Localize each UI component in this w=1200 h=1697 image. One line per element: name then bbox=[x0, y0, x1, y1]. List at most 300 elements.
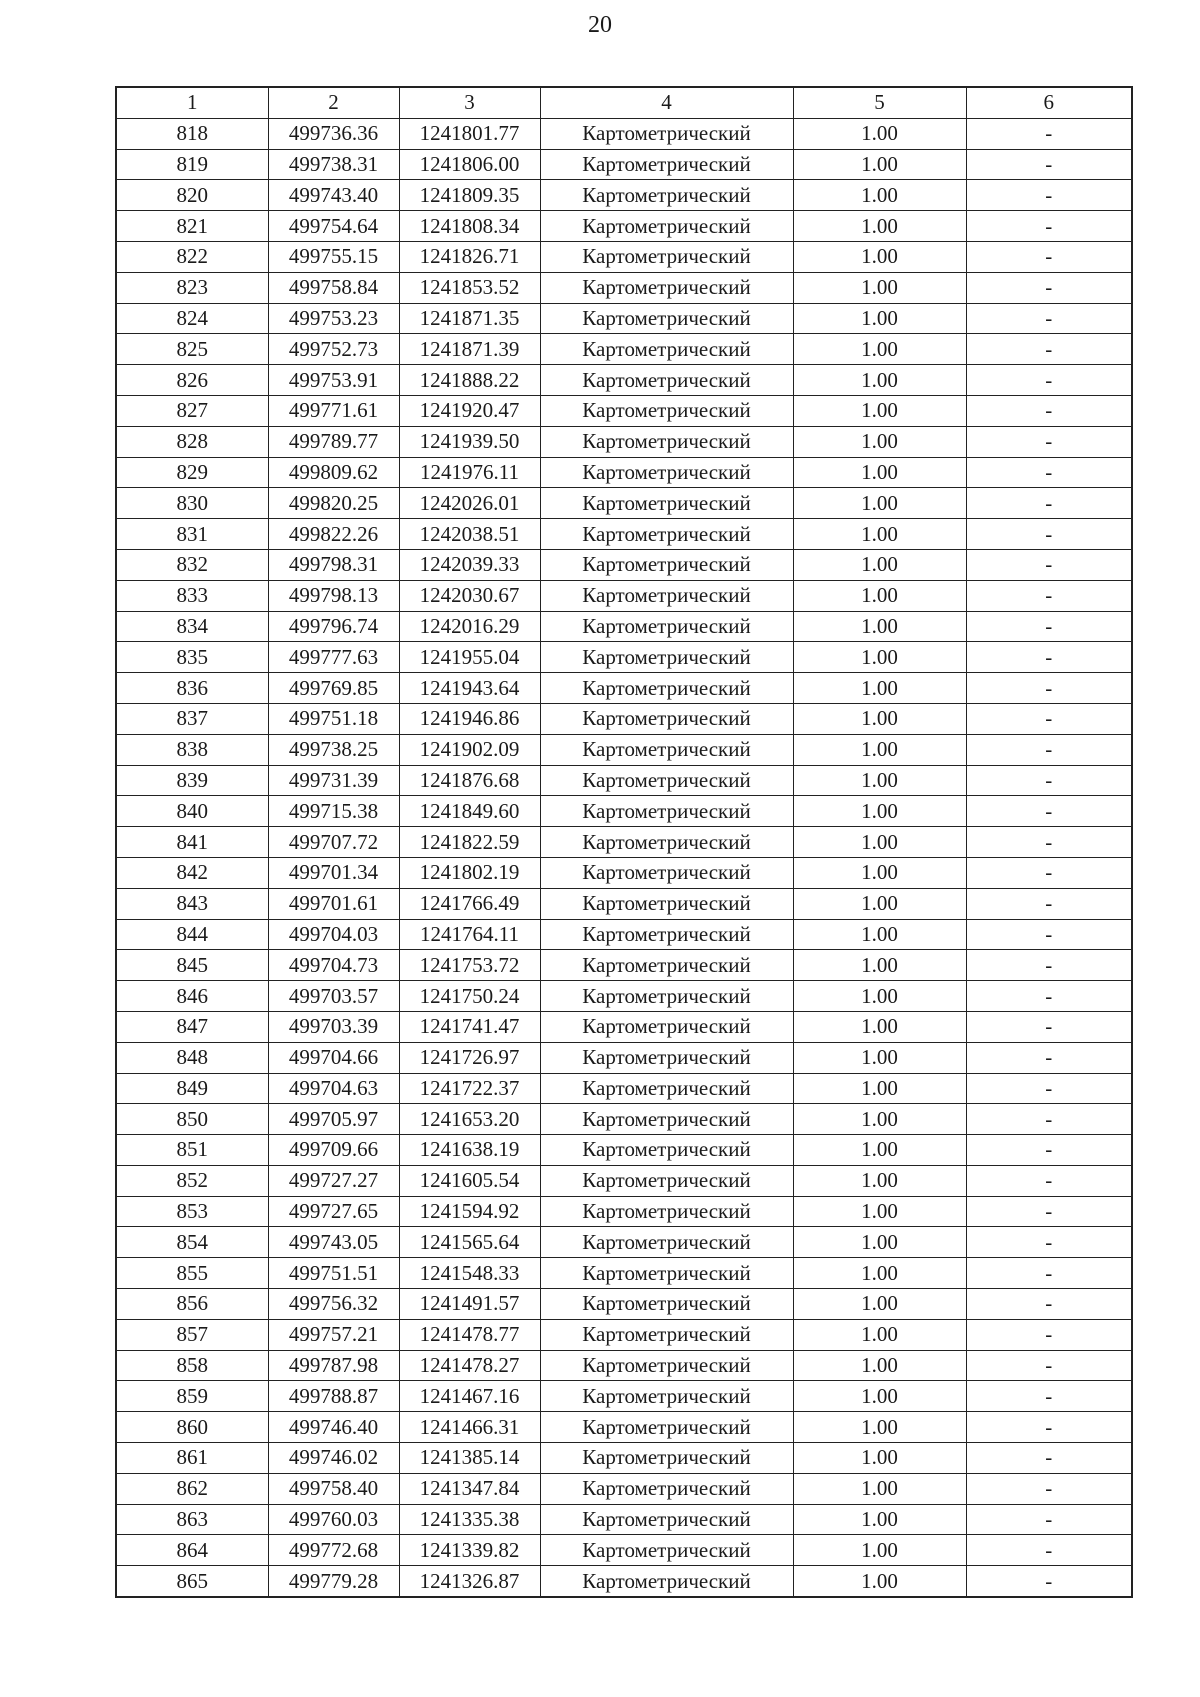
table-row bbox=[116, 611, 1132, 642]
cell-accuracy: 1.00 bbox=[793, 1073, 966, 1104]
cell-y: 1241478.77 bbox=[399, 1319, 540, 1350]
table-row bbox=[116, 919, 1132, 950]
cell-accuracy: 1.00 bbox=[793, 1504, 966, 1535]
cell-accuracy: 1.00 bbox=[793, 734, 966, 765]
cell-method: Картометрический bbox=[540, 1566, 793, 1597]
cell-x: 499703.57 bbox=[268, 981, 399, 1012]
cell-point: 841 bbox=[116, 827, 268, 858]
cell-accuracy: 1.00 bbox=[793, 180, 966, 211]
cell-point: 850 bbox=[116, 1104, 268, 1135]
table-row bbox=[116, 519, 1132, 550]
cell-description: - bbox=[966, 1535, 1132, 1566]
table-row bbox=[116, 1104, 1132, 1135]
cell-y: 1241741.47 bbox=[399, 1011, 540, 1042]
cell-y: 1242026.01 bbox=[399, 488, 540, 519]
cell-x: 499756.32 bbox=[268, 1289, 399, 1320]
cell-accuracy: 1.00 bbox=[793, 765, 966, 796]
cell-x: 499701.34 bbox=[268, 857, 399, 888]
cell-y: 1241638.19 bbox=[399, 1135, 540, 1166]
cell-x: 499822.26 bbox=[268, 519, 399, 550]
cell-x: 499731.39 bbox=[268, 765, 399, 796]
cell-x: 499769.85 bbox=[268, 673, 399, 704]
cell-description: - bbox=[966, 796, 1132, 827]
cell-accuracy: 1.00 bbox=[793, 796, 966, 827]
cell-y: 1241853.52 bbox=[399, 272, 540, 303]
cell-accuracy: 1.00 bbox=[793, 1011, 966, 1042]
cell-method: Картометрический bbox=[540, 1227, 793, 1258]
cell-x: 499709.66 bbox=[268, 1135, 399, 1166]
cell-y: 1241385.14 bbox=[399, 1443, 540, 1474]
table-row bbox=[116, 395, 1132, 426]
cell-method: Картометрический bbox=[540, 1473, 793, 1504]
cell-description: - bbox=[966, 1227, 1132, 1258]
cell-x: 499738.25 bbox=[268, 734, 399, 765]
cell-point: 843 bbox=[116, 888, 268, 919]
table-header bbox=[116, 87, 1132, 118]
cell-description: - bbox=[966, 1473, 1132, 1504]
cell-x: 499704.66 bbox=[268, 1042, 399, 1073]
cell-description: - bbox=[966, 457, 1132, 488]
table-row bbox=[116, 334, 1132, 365]
cell-method: Картометрический bbox=[540, 334, 793, 365]
cell-accuracy: 1.00 bbox=[793, 1473, 966, 1504]
cell-accuracy: 1.00 bbox=[793, 1381, 966, 1412]
cell-method: Картометрический bbox=[540, 118, 793, 149]
cell-point: 846 bbox=[116, 981, 268, 1012]
cell-y: 1241849.60 bbox=[399, 796, 540, 827]
cell-accuracy: 1.00 bbox=[793, 1412, 966, 1443]
cell-point: 858 bbox=[116, 1350, 268, 1381]
cell-method: Картометрический bbox=[540, 426, 793, 457]
cell-accuracy: 1.00 bbox=[793, 549, 966, 580]
cell-y: 1241594.92 bbox=[399, 1196, 540, 1227]
cell-description: - bbox=[966, 488, 1132, 519]
cell-y: 1241764.11 bbox=[399, 919, 540, 950]
cell-accuracy: 1.00 bbox=[793, 211, 966, 242]
cell-y: 1241491.57 bbox=[399, 1289, 540, 1320]
cell-x: 499743.40 bbox=[268, 180, 399, 211]
cell-point: 851 bbox=[116, 1135, 268, 1166]
table-row bbox=[116, 1042, 1132, 1073]
cell-method: Картометрический bbox=[540, 1165, 793, 1196]
cell-x: 499703.39 bbox=[268, 1011, 399, 1042]
cell-point: 827 bbox=[116, 395, 268, 426]
cell-y: 1241347.84 bbox=[399, 1473, 540, 1504]
cell-description: - bbox=[966, 1165, 1132, 1196]
cell-point: 829 bbox=[116, 457, 268, 488]
table-row bbox=[116, 365, 1132, 396]
cell-accuracy: 1.00 bbox=[793, 241, 966, 272]
cell-y: 1241826.71 bbox=[399, 241, 540, 272]
cell-method: Картометрический bbox=[540, 241, 793, 272]
cell-point: 853 bbox=[116, 1196, 268, 1227]
header-cell-point: 1 bbox=[116, 87, 268, 118]
cell-point: 836 bbox=[116, 673, 268, 704]
cell-y: 1241871.35 bbox=[399, 303, 540, 334]
cell-accuracy: 1.00 bbox=[793, 365, 966, 396]
cell-description: - bbox=[966, 365, 1132, 396]
cell-y: 1241946.86 bbox=[399, 703, 540, 734]
cell-method: Картометрический bbox=[540, 1381, 793, 1412]
cell-point: 840 bbox=[116, 796, 268, 827]
cell-accuracy: 1.00 bbox=[793, 1350, 966, 1381]
cell-method: Картометрический bbox=[540, 1135, 793, 1166]
table-row bbox=[116, 796, 1132, 827]
cell-x: 499707.72 bbox=[268, 827, 399, 858]
cell-accuracy: 1.00 bbox=[793, 827, 966, 858]
cell-x: 499796.74 bbox=[268, 611, 399, 642]
cell-x: 499789.77 bbox=[268, 426, 399, 457]
table-row bbox=[116, 703, 1132, 734]
cell-point: 859 bbox=[116, 1381, 268, 1412]
cell-y: 1241871.39 bbox=[399, 334, 540, 365]
table-row bbox=[116, 1073, 1132, 1104]
header-cell-x: 2 bbox=[268, 87, 399, 118]
cell-x: 499743.05 bbox=[268, 1227, 399, 1258]
cell-point: 831 bbox=[116, 519, 268, 550]
table-row bbox=[116, 1504, 1132, 1535]
table-row bbox=[116, 580, 1132, 611]
cell-point: 849 bbox=[116, 1073, 268, 1104]
table-row bbox=[116, 1258, 1132, 1289]
cell-x: 499772.68 bbox=[268, 1535, 399, 1566]
cell-description: - bbox=[966, 519, 1132, 550]
cell-accuracy: 1.00 bbox=[793, 334, 966, 365]
cell-point: 852 bbox=[116, 1165, 268, 1196]
cell-x: 499777.63 bbox=[268, 642, 399, 673]
cell-description: - bbox=[966, 180, 1132, 211]
cell-x: 499771.61 bbox=[268, 395, 399, 426]
table-row bbox=[116, 1566, 1132, 1597]
cell-point: 830 bbox=[116, 488, 268, 519]
cell-point: 833 bbox=[116, 580, 268, 611]
cell-point: 824 bbox=[116, 303, 268, 334]
cell-accuracy: 1.00 bbox=[793, 580, 966, 611]
cell-description: - bbox=[966, 303, 1132, 334]
cell-y: 1241466.31 bbox=[399, 1412, 540, 1443]
cell-description: - bbox=[966, 611, 1132, 642]
cell-y: 1241802.19 bbox=[399, 857, 540, 888]
cell-y: 1241653.20 bbox=[399, 1104, 540, 1135]
cell-x: 499755.15 bbox=[268, 241, 399, 272]
cell-method: Картометрический bbox=[540, 395, 793, 426]
cell-y: 1241467.16 bbox=[399, 1381, 540, 1412]
cell-accuracy: 1.00 bbox=[793, 457, 966, 488]
cell-y: 1241478.27 bbox=[399, 1350, 540, 1381]
cell-x: 499798.31 bbox=[268, 549, 399, 580]
cell-point: 832 bbox=[116, 549, 268, 580]
cell-accuracy: 1.00 bbox=[793, 673, 966, 704]
cell-accuracy: 1.00 bbox=[793, 1566, 966, 1597]
cell-method: Картометрический bbox=[540, 1073, 793, 1104]
cell-method: Картометрический bbox=[540, 703, 793, 734]
cell-description: - bbox=[966, 241, 1132, 272]
cell-point: 857 bbox=[116, 1319, 268, 1350]
cell-method: Картометрический bbox=[540, 673, 793, 704]
cell-point: 865 bbox=[116, 1566, 268, 1597]
cell-method: Картометрический bbox=[540, 1319, 793, 1350]
cell-y: 1241920.47 bbox=[399, 395, 540, 426]
cell-x: 499736.36 bbox=[268, 118, 399, 149]
cell-x: 499798.13 bbox=[268, 580, 399, 611]
cell-method: Картометрический bbox=[540, 1104, 793, 1135]
cell-description: - bbox=[966, 919, 1132, 950]
cell-accuracy: 1.00 bbox=[793, 888, 966, 919]
cell-y: 1241335.38 bbox=[399, 1504, 540, 1535]
cell-method: Картометрический bbox=[540, 211, 793, 242]
table-row bbox=[116, 149, 1132, 180]
cell-method: Картометрический bbox=[540, 1289, 793, 1320]
table-row bbox=[116, 211, 1132, 242]
cell-method: Картометрический bbox=[540, 611, 793, 642]
cell-method: Картометрический bbox=[540, 1042, 793, 1073]
cell-y: 1241976.11 bbox=[399, 457, 540, 488]
cell-x: 499753.23 bbox=[268, 303, 399, 334]
cell-y: 1241822.59 bbox=[399, 827, 540, 858]
cell-description: - bbox=[966, 1011, 1132, 1042]
cell-description: - bbox=[966, 765, 1132, 796]
cell-description: - bbox=[966, 1319, 1132, 1350]
cell-description: - bbox=[966, 857, 1132, 888]
cell-accuracy: 1.00 bbox=[793, 1227, 966, 1258]
cell-point: 822 bbox=[116, 241, 268, 272]
cell-accuracy: 1.00 bbox=[793, 1135, 966, 1166]
cell-accuracy: 1.00 bbox=[793, 303, 966, 334]
table-row bbox=[116, 1011, 1132, 1042]
cell-method: Картометрический bbox=[540, 488, 793, 519]
cell-accuracy: 1.00 bbox=[793, 611, 966, 642]
cell-method: Картометрический bbox=[540, 1011, 793, 1042]
table-row bbox=[116, 241, 1132, 272]
cell-description: - bbox=[966, 1258, 1132, 1289]
cell-method: Картометрический bbox=[540, 149, 793, 180]
cell-description: - bbox=[966, 1104, 1132, 1135]
table-row bbox=[116, 734, 1132, 765]
cell-x: 499809.62 bbox=[268, 457, 399, 488]
cell-x: 499758.40 bbox=[268, 1473, 399, 1504]
cell-method: Картометрический bbox=[540, 827, 793, 858]
table-row bbox=[116, 180, 1132, 211]
cell-accuracy: 1.00 bbox=[793, 519, 966, 550]
cell-accuracy: 1.00 bbox=[793, 919, 966, 950]
table-row bbox=[116, 1443, 1132, 1474]
cell-description: - bbox=[966, 1042, 1132, 1073]
cell-y: 1241902.09 bbox=[399, 734, 540, 765]
cell-x: 499704.03 bbox=[268, 919, 399, 950]
cell-y: 1241750.24 bbox=[399, 981, 540, 1012]
cell-description: - bbox=[966, 1443, 1132, 1474]
cell-method: Картометрический bbox=[540, 1535, 793, 1566]
cell-y: 1241809.35 bbox=[399, 180, 540, 211]
cell-accuracy: 1.00 bbox=[793, 857, 966, 888]
cell-x: 499788.87 bbox=[268, 1381, 399, 1412]
cell-description: - bbox=[966, 1135, 1132, 1166]
cell-method: Картометрический bbox=[540, 457, 793, 488]
cell-y: 1241943.64 bbox=[399, 673, 540, 704]
cell-y: 1241801.77 bbox=[399, 118, 540, 149]
cell-description: - bbox=[966, 1504, 1132, 1535]
cell-accuracy: 1.00 bbox=[793, 1196, 966, 1227]
cell-description: - bbox=[966, 888, 1132, 919]
cell-accuracy: 1.00 bbox=[793, 1165, 966, 1196]
cell-accuracy: 1.00 bbox=[793, 272, 966, 303]
cell-point: 825 bbox=[116, 334, 268, 365]
cell-y: 1242016.29 bbox=[399, 611, 540, 642]
cell-method: Картометрический bbox=[540, 888, 793, 919]
table-row bbox=[116, 426, 1132, 457]
cell-y: 1241753.72 bbox=[399, 950, 540, 981]
header-cell-accuracy: 5 bbox=[793, 87, 966, 118]
cell-description: - bbox=[966, 1412, 1132, 1443]
header-row bbox=[116, 87, 1132, 118]
cell-point: 819 bbox=[116, 149, 268, 180]
cell-x: 499746.40 bbox=[268, 1412, 399, 1443]
cell-x: 499701.61 bbox=[268, 888, 399, 919]
cell-accuracy: 1.00 bbox=[793, 1535, 966, 1566]
cell-x: 499820.25 bbox=[268, 488, 399, 519]
cell-y: 1241722.37 bbox=[399, 1073, 540, 1104]
header-cell-description: 6 bbox=[966, 87, 1132, 118]
cell-method: Картометрический bbox=[540, 1196, 793, 1227]
cell-point: 854 bbox=[116, 1227, 268, 1258]
cell-y: 1241766.49 bbox=[399, 888, 540, 919]
cell-description: - bbox=[966, 1566, 1132, 1597]
table-row bbox=[116, 673, 1132, 704]
cell-y: 1241876.68 bbox=[399, 765, 540, 796]
cell-description: - bbox=[966, 1289, 1132, 1320]
cell-x: 499787.98 bbox=[268, 1350, 399, 1381]
cell-point: 838 bbox=[116, 734, 268, 765]
cell-point: 828 bbox=[116, 426, 268, 457]
cell-description: - bbox=[966, 1073, 1132, 1104]
table-row bbox=[116, 1289, 1132, 1320]
cell-point: 837 bbox=[116, 703, 268, 734]
cell-description: - bbox=[966, 118, 1132, 149]
table-row bbox=[116, 549, 1132, 580]
cell-x: 499705.97 bbox=[268, 1104, 399, 1135]
table-row bbox=[116, 642, 1132, 673]
cell-x: 499715.38 bbox=[268, 796, 399, 827]
cell-y: 1241808.34 bbox=[399, 211, 540, 242]
cell-x: 499779.28 bbox=[268, 1566, 399, 1597]
cell-method: Картометрический bbox=[540, 180, 793, 211]
cell-description: - bbox=[966, 211, 1132, 242]
cell-accuracy: 1.00 bbox=[793, 118, 966, 149]
table-row bbox=[116, 950, 1132, 981]
cell-description: - bbox=[966, 426, 1132, 457]
cell-description: - bbox=[966, 642, 1132, 673]
cell-y: 1241339.82 bbox=[399, 1535, 540, 1566]
cell-method: Картометрический bbox=[540, 272, 793, 303]
cell-accuracy: 1.00 bbox=[793, 1042, 966, 1073]
cell-method: Картометрический bbox=[540, 549, 793, 580]
cell-x: 499704.73 bbox=[268, 950, 399, 981]
cell-method: Картометрический bbox=[540, 1350, 793, 1381]
cell-y: 1241955.04 bbox=[399, 642, 540, 673]
cell-method: Картометрический bbox=[540, 950, 793, 981]
cell-point: 844 bbox=[116, 919, 268, 950]
table-row bbox=[116, 118, 1132, 149]
cell-accuracy: 1.00 bbox=[793, 981, 966, 1012]
cell-method: Картометрический bbox=[540, 734, 793, 765]
cell-description: - bbox=[966, 272, 1132, 303]
cell-y: 1241548.33 bbox=[399, 1258, 540, 1289]
table-row bbox=[116, 272, 1132, 303]
cell-method: Картометрический bbox=[540, 981, 793, 1012]
cell-point: 820 bbox=[116, 180, 268, 211]
cell-point: 818 bbox=[116, 118, 268, 149]
cell-point: 860 bbox=[116, 1412, 268, 1443]
cell-x: 499751.51 bbox=[268, 1258, 399, 1289]
table-row bbox=[116, 1473, 1132, 1504]
cell-x: 499727.27 bbox=[268, 1165, 399, 1196]
table-row bbox=[116, 303, 1132, 334]
cell-accuracy: 1.00 bbox=[793, 1443, 966, 1474]
coordinates-table bbox=[115, 86, 1133, 1598]
table-row bbox=[116, 1319, 1132, 1350]
cell-x: 499751.18 bbox=[268, 703, 399, 734]
table-row bbox=[116, 981, 1132, 1012]
cell-x: 499746.02 bbox=[268, 1443, 399, 1474]
cell-description: - bbox=[966, 1350, 1132, 1381]
cell-point: 862 bbox=[116, 1473, 268, 1504]
cell-x: 499704.63 bbox=[268, 1073, 399, 1104]
cell-y: 1242039.33 bbox=[399, 549, 540, 580]
cell-point: 863 bbox=[116, 1504, 268, 1535]
table-row bbox=[116, 1196, 1132, 1227]
table-row bbox=[116, 457, 1132, 488]
cell-x: 499758.84 bbox=[268, 272, 399, 303]
table-row bbox=[116, 1135, 1132, 1166]
cell-description: - bbox=[966, 703, 1132, 734]
cell-point: 856 bbox=[116, 1289, 268, 1320]
cell-x: 499738.31 bbox=[268, 149, 399, 180]
cell-description: - bbox=[966, 395, 1132, 426]
cell-y: 1241726.97 bbox=[399, 1042, 540, 1073]
header-cell-y: 3 bbox=[399, 87, 540, 118]
cell-point: 848 bbox=[116, 1042, 268, 1073]
cell-accuracy: 1.00 bbox=[793, 1319, 966, 1350]
cell-accuracy: 1.00 bbox=[793, 642, 966, 673]
cell-description: - bbox=[966, 1196, 1132, 1227]
table-row bbox=[116, 488, 1132, 519]
cell-y: 1242030.67 bbox=[399, 580, 540, 611]
header-cell-method: 4 bbox=[540, 87, 793, 118]
cell-description: - bbox=[966, 950, 1132, 981]
cell-method: Картометрический bbox=[540, 796, 793, 827]
cell-point: 835 bbox=[116, 642, 268, 673]
cell-point: 834 bbox=[116, 611, 268, 642]
cell-description: - bbox=[966, 580, 1132, 611]
cell-description: - bbox=[966, 827, 1132, 858]
cell-method: Картометрический bbox=[540, 1504, 793, 1535]
cell-description: - bbox=[966, 1381, 1132, 1412]
cell-y: 1241806.00 bbox=[399, 149, 540, 180]
cell-accuracy: 1.00 bbox=[793, 703, 966, 734]
cell-description: - bbox=[966, 981, 1132, 1012]
table-row bbox=[116, 1381, 1132, 1412]
cell-description: - bbox=[966, 734, 1132, 765]
cell-point: 839 bbox=[116, 765, 268, 796]
page-number: 20 bbox=[588, 12, 612, 38]
cell-method: Картометрический bbox=[540, 580, 793, 611]
cell-method: Картометрический bbox=[540, 642, 793, 673]
cell-x: 499752.73 bbox=[268, 334, 399, 365]
table-row bbox=[116, 857, 1132, 888]
cell-method: Картометрический bbox=[540, 1443, 793, 1474]
cell-description: - bbox=[966, 549, 1132, 580]
cell-x: 499753.91 bbox=[268, 365, 399, 396]
